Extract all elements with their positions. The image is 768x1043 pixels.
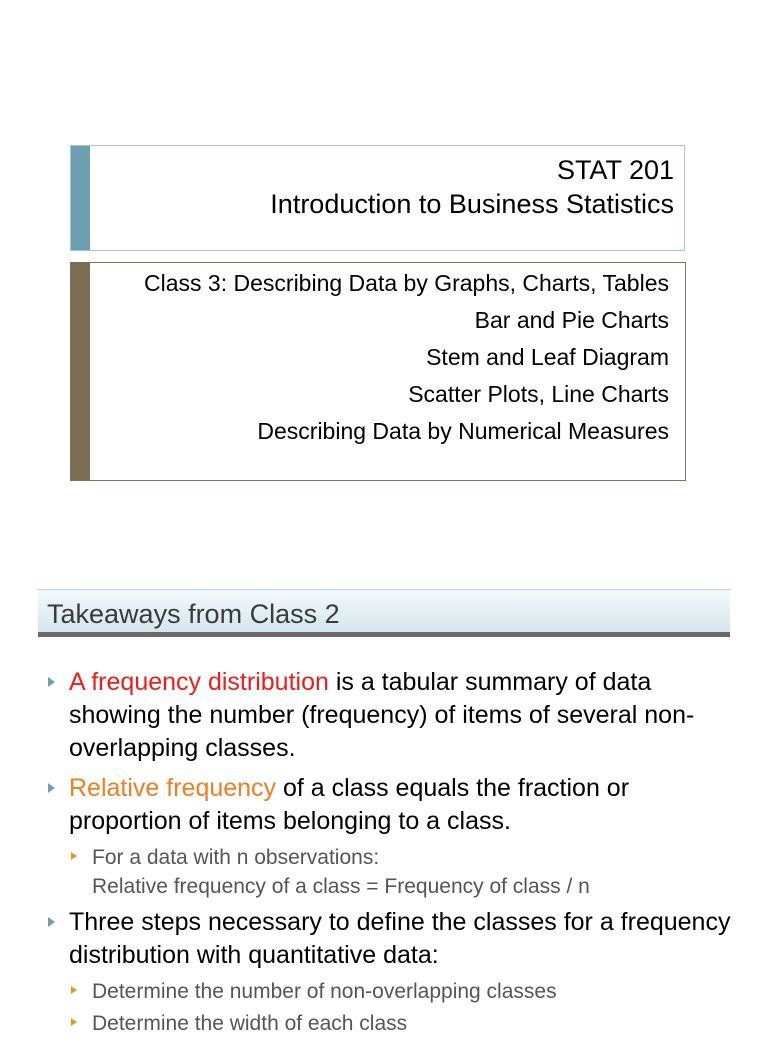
sub-bullet-arrow-icon	[71, 852, 77, 860]
topic-item: Class 3: Describing Data by Graphs, Charts, Tables	[144, 270, 669, 296]
topic-list	[129, 268, 669, 453]
bullet-text: is a tabular summary of data showing the number (frequency) of items of several non-overlapping classes.	[69, 668, 695, 762]
topics-accent-bar	[71, 263, 90, 480]
bullet-relative-frequency	[48, 772, 738, 838]
sub-bullet-relative-frequency	[48, 843, 738, 901]
highlight-term: Relative frequency	[69, 774, 277, 802]
topics-box	[70, 262, 686, 481]
sub-bullet-text: Determine the width of each class	[92, 1012, 408, 1035]
topic-item: Bar and Pie Charts	[474, 307, 669, 333]
topic-item: Scatter Plots, Line Charts	[408, 381, 669, 407]
title-accent-bar	[71, 146, 90, 250]
sub-bullet-arrow-icon	[71, 1018, 77, 1026]
topic-item: Describing Data by Numerical Measures	[257, 418, 669, 444]
title-box	[70, 145, 685, 251]
sub-bullet-text: Determine the number of non-overlapping classes	[92, 980, 557, 1003]
topic-item: Stem and Leaf Diagram	[426, 344, 669, 370]
section-header	[38, 589, 730, 637]
sub-bullet-arrow-icon	[71, 986, 77, 994]
bullet-three-steps	[48, 906, 738, 972]
course-code: STAT 201	[556, 155, 674, 185]
sub-bullet-step	[48, 977, 738, 1006]
highlight-term: A frequency distribution	[69, 668, 329, 696]
bullet-arrow-icon	[48, 917, 55, 927]
bullet-frequency-distribution	[48, 666, 738, 765]
sub-bullet-line: For a data with n observations:	[92, 846, 380, 869]
bullet-arrow-icon	[48, 783, 55, 793]
sub-bullet-line: Relative frequency of a class = Frequency of class / n	[92, 875, 590, 898]
bullet-text: of a class equals the fraction or proportion of items belonging to a class.	[69, 774, 630, 835]
section-title: Takeaways from Class 2	[47, 599, 340, 629]
bullet-text: Three steps necessary to define the classes for a frequency distribution with quantitative data:	[69, 908, 731, 969]
bullet-arrow-icon	[48, 677, 55, 687]
bullet-list	[48, 666, 738, 1043]
course-name: Introduction to Business Statistics	[270, 189, 674, 219]
